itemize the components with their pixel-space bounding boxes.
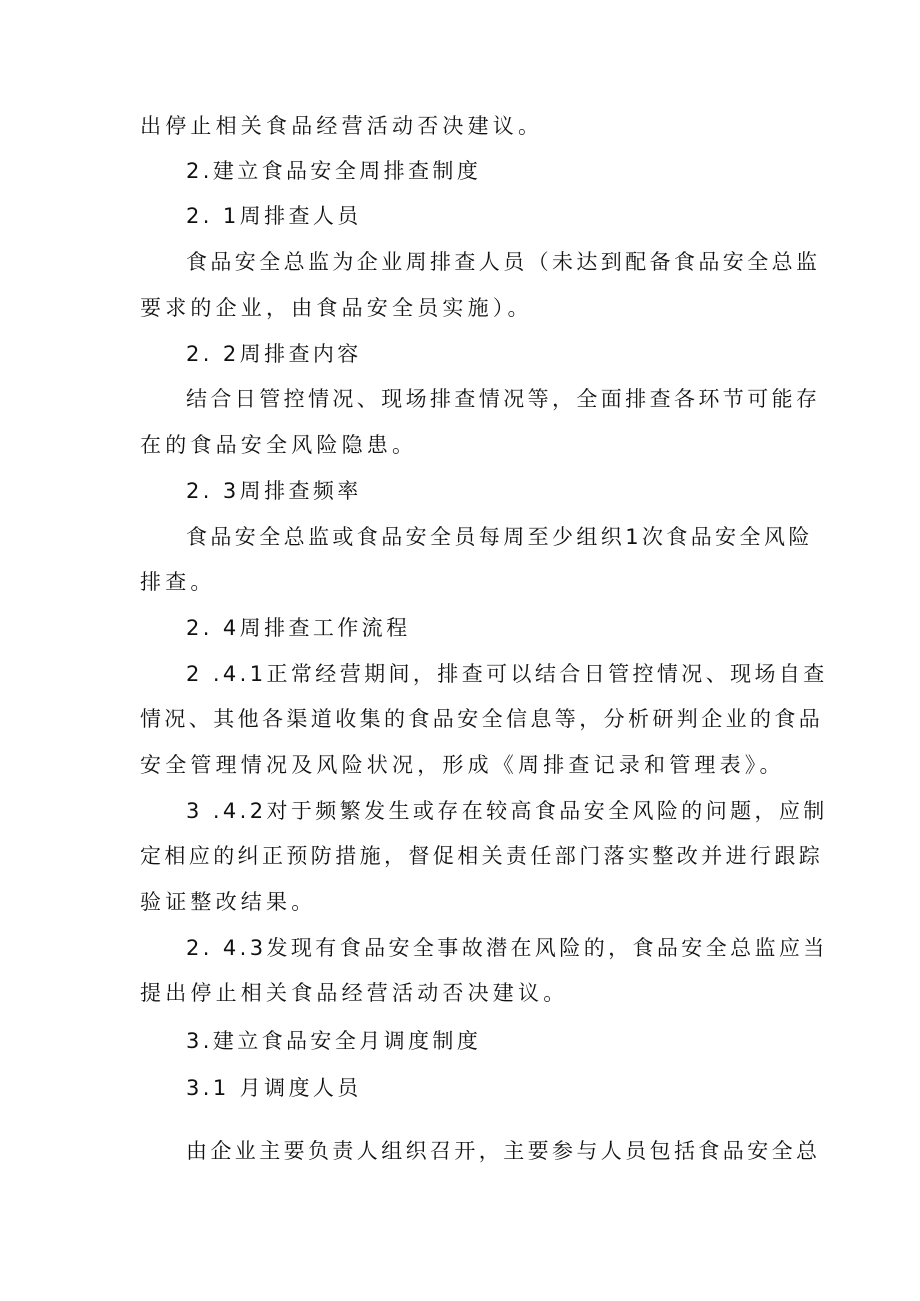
body-line-13: 2 .4.1正常经营期间，排查可以结合日管控情况、现场自查 (186, 662, 828, 686)
body-line-1: 出停止相关食品经营活动否决建议。 (140, 114, 544, 138)
section-heading-2: 2.建立食品安全周排查制度 (186, 159, 482, 183)
subsection-heading-2-4: 2. 4周排查工作流程 (186, 616, 411, 640)
body-line-4: 食品安全总监为企业周排查人员（未达到配备食品安全总监 (186, 250, 821, 274)
body-line-23: 由企业主要负责人组织召开，主要参与人员包括食品安全总 (186, 1139, 821, 1163)
body-line-16: 3 .4.2对于频繁发生或存在较高食品安全风险的问题，应制 (186, 799, 828, 823)
subsection-heading-2-2: 2. 2周排查内容 (186, 342, 362, 366)
body-line-19: 2. 4.3发现有食品安全事故潜在风险的，食品安全总监应当 (186, 936, 828, 960)
body-line-8: 在的食品安全风险隐患。 (140, 433, 418, 457)
subsection-heading-3-1: 3.1 月调度人员 (186, 1076, 362, 1100)
body-line-11: 排查。 (140, 570, 216, 594)
body-line-20: 提出停止相关食品经营活动否决建议。 (140, 981, 569, 1005)
subsection-heading-2-3: 2. 3周排查频率 (186, 479, 362, 503)
subsection-heading-2-1: 2. 1周排查人员 (186, 204, 362, 228)
section-heading-3: 3.建立食品安全月调度制度 (186, 1029, 482, 1053)
body-line-14: 情况、其他各渠道收集的食品安全信息等，分析研判企业的食品 (140, 707, 824, 731)
body-line-18: 验证整改结果。 (140, 890, 317, 914)
body-line-7: 结合日管控情况、现场排查情况等，全面排查各环节可能存 (186, 387, 821, 411)
body-line-17: 定相应的纠正预防措施，督促相关责任部门落实整改并进行跟踪 (140, 844, 824, 868)
body-line-15: 安全管理情况及风险状况，形成《周排查记录和管理表》。 (140, 753, 785, 777)
body-line-10: 食品安全总监或食品安全员每周至少组织1次食品安全风险 (186, 525, 813, 549)
body-line-5: 要求的企业，由食品安全员实施）。 (140, 296, 533, 320)
